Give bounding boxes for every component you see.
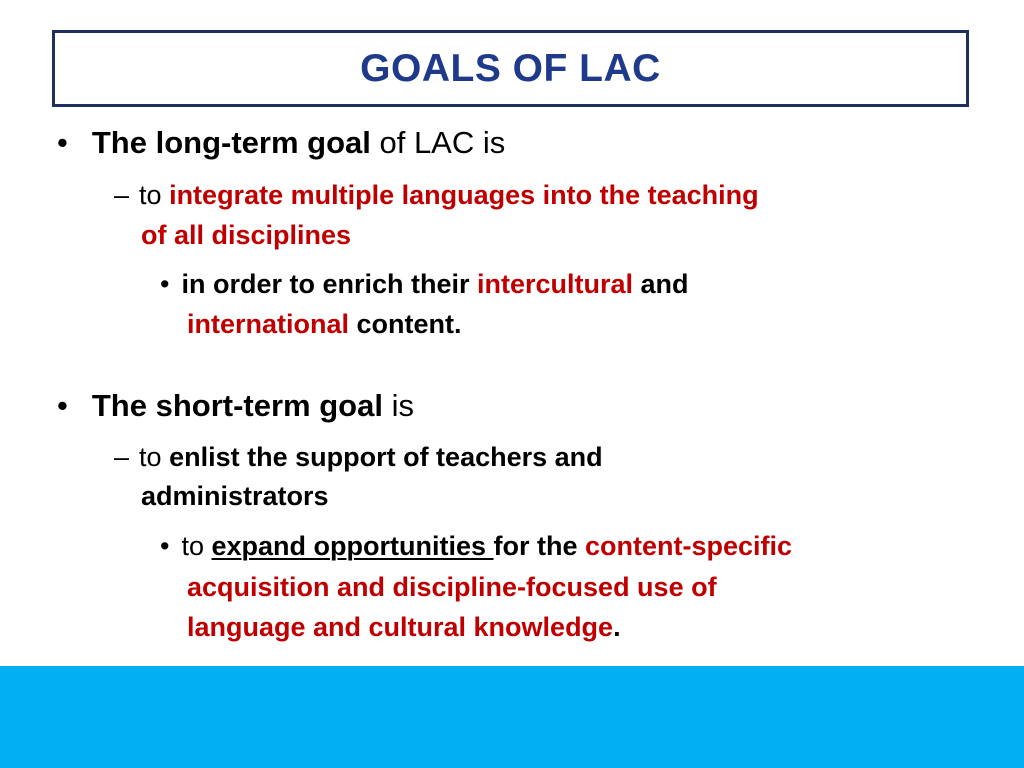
short-term-sub2-b: for the	[493, 531, 585, 561]
long-term-sub-red2: of all disciplines	[141, 220, 352, 250]
bullet-dot: •	[160, 531, 170, 561]
dash-marker: –	[114, 180, 130, 210]
short-term-sub2-line2	[187, 572, 717, 603]
bullet-dot: •	[57, 125, 68, 160]
long-term-sub2-a: in order to enrich their	[181, 269, 477, 299]
long-term-sub-line1	[114, 180, 759, 211]
short-term-sub2-red2: acquisition and discipline-focused use of	[187, 572, 717, 602]
short-term-sub2-end: .	[613, 612, 621, 642]
long-term-sub-to: to	[139, 180, 170, 210]
short-term-sub2-line1	[160, 531, 792, 562]
bullet-dot: •	[57, 388, 68, 423]
short-term-sub2-line3	[187, 612, 621, 643]
long-term-sub2-red2: international	[187, 309, 350, 339]
short-term-sub2-red3: language and cultural knowledge	[187, 612, 614, 642]
title-box	[52, 30, 969, 107]
long-term-sub2-line1	[160, 269, 689, 300]
short-term-sub-line2	[141, 481, 329, 512]
long-term-bullet-line	[57, 125, 505, 161]
long-term-sub-line2	[141, 220, 351, 251]
short-term-rest: is	[382, 388, 414, 423]
long-term-sub2-red1: intercultural	[477, 269, 634, 299]
short-term-bullet-line	[57, 388, 414, 424]
short-term-sub-bold1: enlist the support of teachers and	[169, 442, 603, 472]
short-term-sub2-to: to	[181, 531, 212, 561]
short-term-sub2-red1: content-specific	[585, 531, 793, 561]
footer-band	[0, 666, 1024, 768]
slide-title: GOALS OF LAC	[360, 46, 661, 90]
short-term-lead: The short-term goal	[91, 388, 383, 423]
short-term-sub-line1	[114, 442, 603, 473]
long-term-lead: The long-term goal	[91, 125, 371, 160]
short-term-sub2-underlined: expand opportunities	[211, 531, 494, 561]
long-term-sub2-line2	[187, 309, 462, 340]
long-term-sub2-c: content.	[349, 309, 462, 339]
long-term-sub2-b: and	[633, 269, 689, 299]
long-term-sub-red1: integrate multiple languages into the teaching	[169, 180, 759, 210]
bullet-dot: •	[160, 269, 170, 299]
long-term-rest: of LAC is	[370, 125, 506, 160]
dash-marker: –	[114, 442, 130, 472]
short-term-sub-to: to	[139, 442, 170, 472]
short-term-sub-bold2: administrators	[141, 481, 329, 511]
